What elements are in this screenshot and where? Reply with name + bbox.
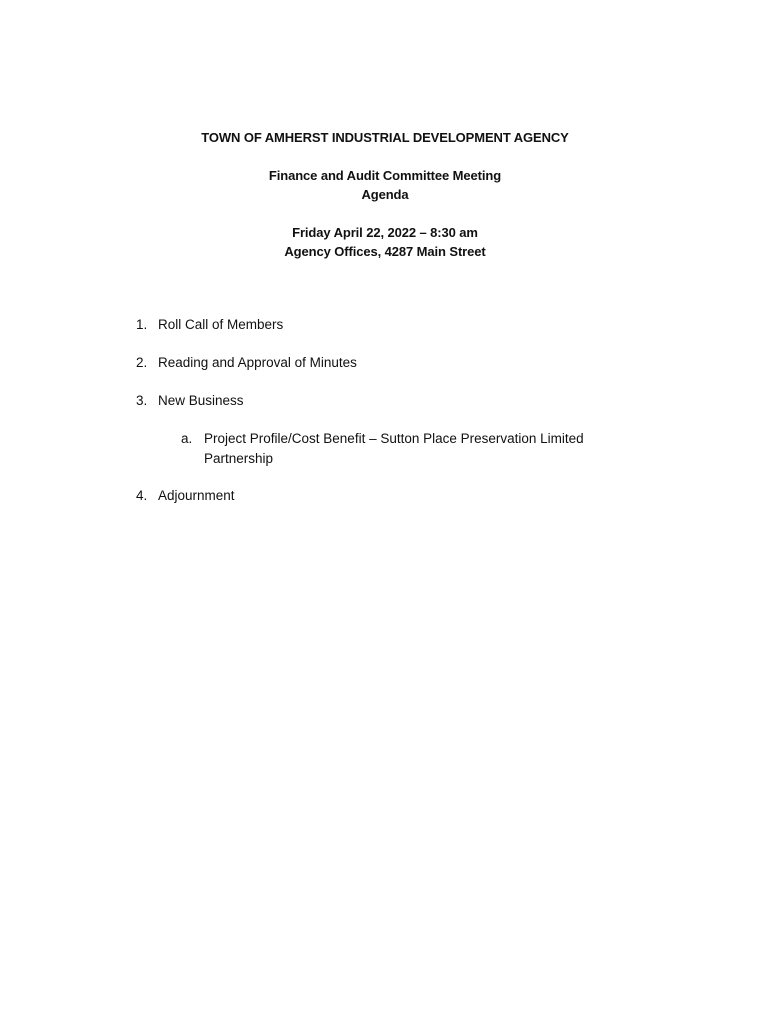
agenda-item-number: 2. — [136, 355, 148, 370]
meeting-name: Finance and Audit Committee Meeting — [268, 168, 502, 183]
agenda-item-number: 1. — [136, 317, 148, 332]
agenda-subitem-label: Project Profile/Cost Benefit – Sutton Place Preservation Limited Partnership — [204, 431, 584, 466]
agenda-item-label: New Business — [158, 393, 244, 408]
meeting-location: Agency Offices, 4287 Main Street — [284, 244, 486, 259]
agency-title: TOWN OF AMHERST INDUSTRIAL DEVELOPMENT AGENCY — [201, 130, 569, 145]
agenda-item-number: 4. — [136, 488, 148, 503]
agenda-heading: Agenda — [361, 187, 409, 202]
agenda-item-label: Reading and Approval of Minutes — [158, 355, 357, 370]
meeting-date: Friday April 22, 2022 – 8:30 am — [292, 225, 478, 240]
agenda-item-number: 3. — [136, 393, 148, 408]
agenda-item-label: Roll Call of Members — [158, 317, 284, 332]
agenda-item-label: Adjournment — [158, 488, 235, 503]
agenda-subitem-number: a. — [181, 431, 193, 446]
